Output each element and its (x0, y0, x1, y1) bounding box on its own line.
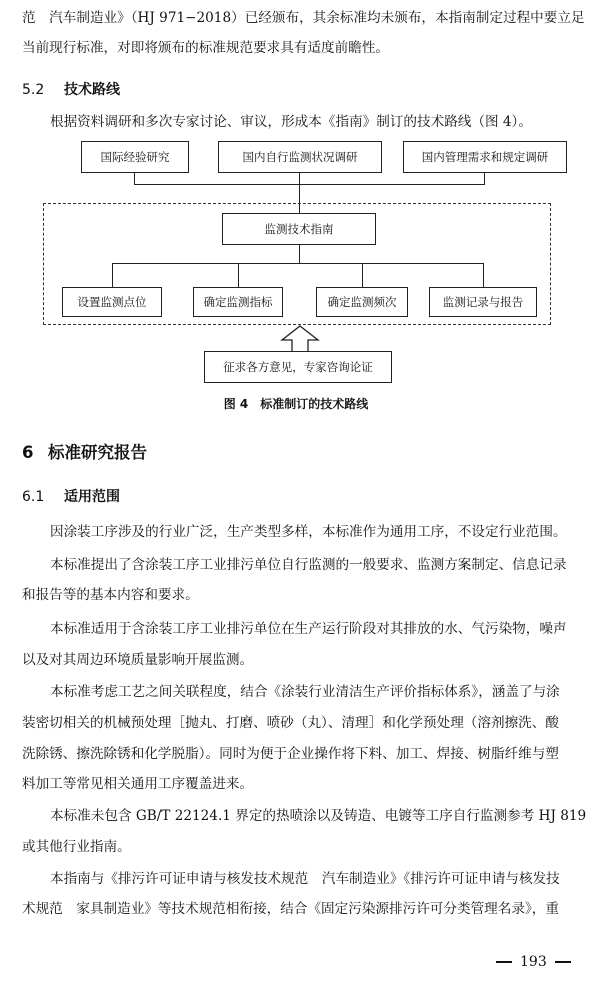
section-heading-5-2 (22, 80, 120, 100)
section-title: 适用范围 (64, 489, 120, 505)
body-line: 或其他行业指南。 (22, 839, 131, 855)
section-5-2-paragraph: 根据资料调研和多次专家讨论、审议，形成本《指南》制订的技术路线（图 4）。 (50, 114, 532, 130)
body-line: 装密切相关的机械预处理［抛丸、打磨、喷砂（丸）、清理］和化学预处理（溶剂擦洗、酸 (22, 715, 559, 731)
body-line: 本指南与《排污许可证申请与核发技术规范 汽车制造业》《排污许可证申请与核发技 (50, 871, 560, 887)
section-heading-6-1 (22, 487, 120, 507)
box-monitoring-guide: 监测技术指南 (222, 213, 376, 245)
box-expert-consultation: 征求各方意见，专家咨询论证 (204, 351, 392, 383)
intro-line-1: 范 汽车制造业》（HJ 971−2018）已经颁布，其余标准均未颁布，本指南制定过程中要立足 (22, 10, 585, 26)
body-line: 以及对其周边环境质量影响开展监测。 (22, 652, 254, 668)
section-title: 技术路线 (64, 82, 120, 98)
section-heading-6 (22, 442, 147, 464)
connector (112, 263, 484, 264)
connector (238, 263, 239, 288)
figure-label: 图 4 (223, 397, 249, 411)
connector (134, 184, 485, 185)
section-number: 6.1 (22, 489, 45, 505)
body-line: 术规范 家具制造业》等技术规范相衔接，结合《固定污染源排污许可分类管理名录》，重 (22, 901, 559, 917)
intro-line-2: 当前现行标准，对即将颁布的标准规范要求具有适度前瞻性。 (22, 40, 390, 56)
figure-title: 标准制订的技术路线 (260, 397, 369, 411)
box-determine-frequency: 确定监测频次 (316, 287, 408, 317)
box-domestic-management: 国内管理需求和规定调研 (403, 141, 567, 173)
page-number (488, 952, 579, 972)
box-record-report: 监测记录与报告 (429, 287, 537, 317)
box-determine-indicators: 确定监测指标 (193, 287, 283, 317)
body-line: 因涂装工序涉及的行业广泛，生产类型多样，本标准作为通用工序，不设定行业范围。 (50, 524, 567, 540)
connector (483, 263, 484, 288)
box-international-research: 国际经验研究 (81, 141, 189, 173)
body-line: 料加工等常见相关通用工序覆盖进来。 (22, 776, 254, 792)
section-number: 6 (22, 443, 34, 462)
section-number: 5.2 (22, 82, 45, 98)
page-number-value: 193 (520, 954, 547, 970)
connector (299, 245, 300, 264)
up-arrow-icon (280, 325, 320, 353)
body-line: 本标准适用于含涂装工序工业排污单位在生产运行阶段对其排放的水、气污染物，噪声 (50, 621, 567, 637)
connector (112, 263, 113, 288)
body-line: 本标准未包含 GB/T 22124.1 界定的热喷涂以及铸造、电镀等工序自行监测参考 HJ 819 (50, 808, 587, 824)
section-title: 标准研究报告 (48, 443, 147, 462)
body-line: 洗除锈、擦洗除锈和化学脱脂）。同时为便于企业操作将下料、加工、焊接、树脂纤维与塑 (22, 746, 559, 762)
body-line: 本标准考虑工艺之间关联程度，结合《涂装行业清洁生产评价指标体系》，涵盖了与涂 (50, 684, 560, 700)
dash-right (555, 961, 571, 962)
box-set-points: 设置监测点位 (62, 287, 162, 317)
body-line: 和报告等的基本内容和要求。 (22, 587, 199, 603)
figure-caption (0, 395, 592, 413)
body-line: 本标准提出了含涂装工序工业排污单位自行监测的一般要求、监测方案制定、信息记录 (50, 557, 567, 573)
box-domestic-survey: 国内自行监测状况调研 (218, 141, 382, 173)
dash-left (496, 961, 512, 962)
connector (362, 263, 363, 288)
